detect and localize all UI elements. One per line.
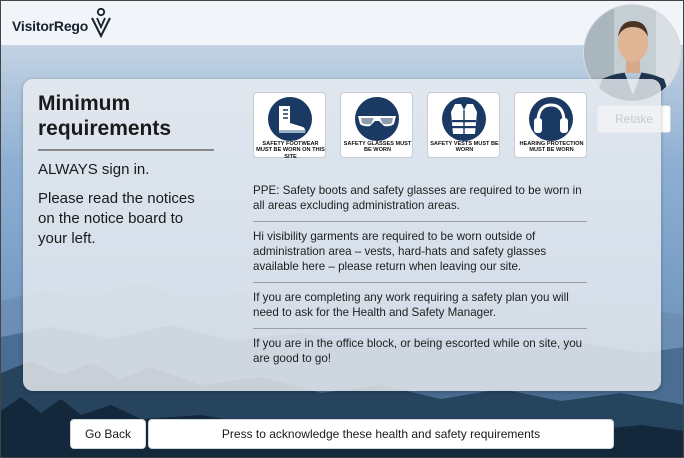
rule-safety-plan: If you are completing any work requiring a safety plan you will need to ask for the Health and Safety Manager. xyxy=(253,283,587,329)
page-title: Minimum requirements xyxy=(38,91,214,151)
rule-office-block: If you are in the office block, or being escorted while on site, you are good to go! xyxy=(253,337,583,365)
sign-caption: SAFETY VESTS MUST BE WORN xyxy=(430,141,499,154)
safety-vest-icon xyxy=(433,96,495,142)
safety-rules-list xyxy=(253,183,587,374)
sign-caption: HEARING PROTECTION MUST BE WORN xyxy=(519,141,584,154)
safety-boots-icon xyxy=(259,96,321,142)
sign-in-notice: ALWAYS sign in. xyxy=(38,161,150,178)
ppe-signs xyxy=(253,92,587,158)
sign-caption: SAFETY GLASSES MUST BE WORN xyxy=(343,141,412,154)
visitorrego-mark-icon xyxy=(90,8,112,38)
safety-glasses-icon xyxy=(346,96,408,142)
rule-ppe: PPE: Safety boots and safety glasses are required to be worn in all areas excluding administration areas. xyxy=(253,183,587,222)
sign-safety-glasses xyxy=(340,92,413,158)
brand-logo xyxy=(12,11,112,41)
requirements-panel xyxy=(23,79,661,391)
go-back-button[interactable]: Go Back xyxy=(70,419,146,449)
sign-hearing-protection xyxy=(514,92,587,158)
hearing-protection-icon xyxy=(520,96,582,142)
rule-hi-vis: Hi visibility garments are required to be worn outside of administration area – vests, hard-hats and safety glasses available here – please return when leaving our site. xyxy=(253,222,587,283)
sign-safety-footwear xyxy=(253,92,326,158)
sign-safety-vests xyxy=(427,92,500,158)
brand-name: VisitorRego xyxy=(12,18,89,34)
sign-caption: SAFETY FOOTWEAR MUST BE WORN ON THIS SITE xyxy=(256,141,325,160)
acknowledge-button[interactable]: Press to acknowledge these health and safety requirements xyxy=(148,419,614,449)
panel-left-column xyxy=(38,91,214,249)
notice-board-text: Please read the notices on the notice board to your left. xyxy=(38,190,195,247)
